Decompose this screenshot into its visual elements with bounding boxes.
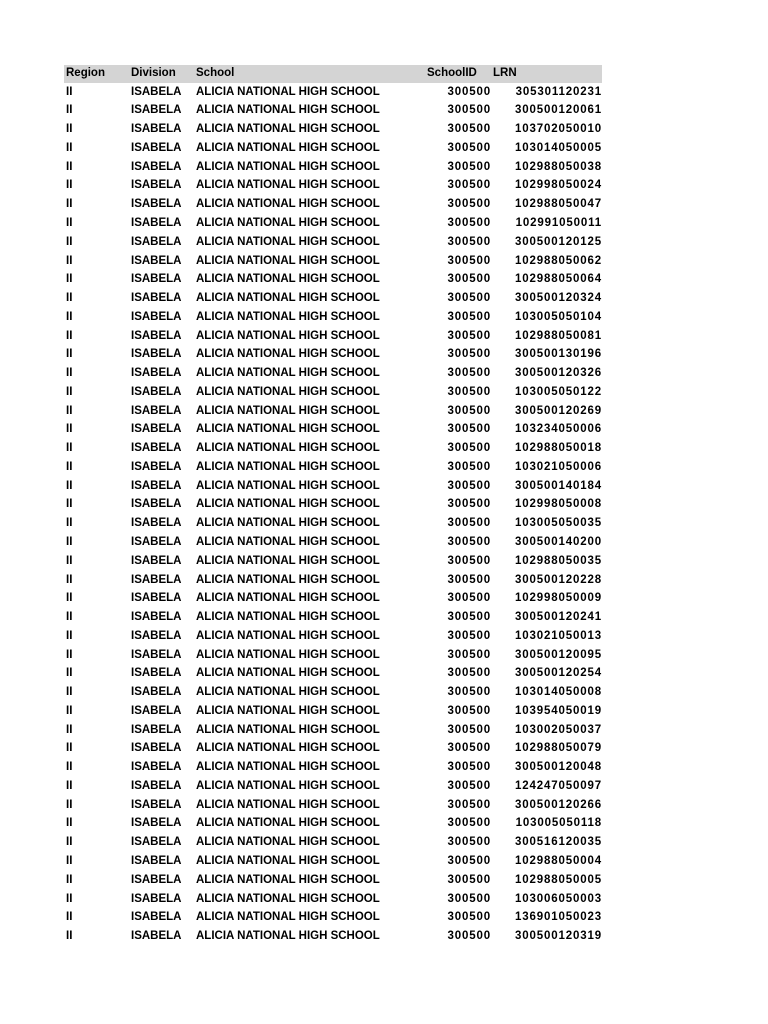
region-cell: II	[66, 498, 73, 511]
division-cell: ISABELA	[131, 179, 182, 192]
division-cell: ISABELA	[131, 686, 182, 699]
division-cell: ISABELA	[131, 611, 182, 624]
region-cell: II	[66, 536, 73, 548]
school-id-cell: 300500	[447, 592, 491, 605]
lrn-cell: 102998050008	[515, 498, 602, 511]
lrn-cell: 300500120254	[515, 667, 602, 680]
lrn-cell: 300500120048	[515, 761, 602, 774]
school-id-cell: 300500	[447, 704, 491, 717]
lrn-cell: 102988050079	[515, 742, 602, 755]
region-cell: II	[66, 911, 73, 924]
school-id-cell: 300500	[447, 273, 491, 286]
table-row	[64, 139, 602, 158]
school-cell: ALICIA NATIONAL HIGH SCHOOL	[196, 460, 380, 473]
school-cell: ALICIA NATIONAL HIGH SCHOOL	[196, 611, 380, 624]
region-cell: II	[66, 104, 73, 117]
table-row	[64, 196, 602, 215]
region-cell: II	[66, 930, 73, 943]
table-row	[64, 665, 602, 684]
table-row	[64, 777, 602, 796]
school-id-cell: 300500	[447, 667, 491, 680]
region-cell: II	[66, 179, 73, 192]
division-cell: ISABELA	[131, 479, 182, 492]
lrn-cell: 102998050024	[515, 179, 602, 192]
division-cell: ISABELA	[131, 855, 182, 868]
table-row	[64, 759, 602, 778]
region-cell: II	[66, 592, 73, 605]
school-id-cell: 300500	[447, 798, 491, 811]
school-id-cell: 300500	[447, 329, 491, 342]
table-row	[64, 815, 602, 834]
school-cell: ALICIA NATIONAL HIGH SCHOOL	[196, 798, 380, 811]
table-row	[64, 496, 602, 515]
region-cell: II	[66, 704, 73, 717]
lrn-cell: 103005050118	[515, 817, 602, 830]
school-cell: ALICIA NATIONAL HIGH SCHOOL	[196, 779, 380, 792]
division-cell: ISABELA	[131, 160, 182, 173]
lrn-cell: 124247050097	[515, 779, 602, 792]
school-cell: ALICIA NATIONAL HIGH SCHOOL	[196, 141, 380, 154]
division-cell: ISABELA	[131, 761, 182, 774]
division-cell: ISABELA	[131, 892, 182, 905]
region-cell: II	[66, 254, 73, 267]
region-cell: II	[66, 404, 73, 417]
school-cell: ALICIA NATIONAL HIGH SCHOOL	[196, 723, 380, 736]
lrn-cell: 300500120324	[515, 292, 602, 305]
region-cell: II	[66, 348, 73, 361]
lrn-cell: 300500120228	[515, 573, 602, 586]
table-row	[64, 871, 602, 890]
table-row	[64, 684, 602, 703]
school-id-cell: 300500	[447, 442, 491, 455]
table-row	[64, 627, 602, 646]
table-row	[64, 121, 602, 140]
school-id-cell: 300500	[447, 536, 491, 548]
lrn-cell: 103954050019	[515, 704, 602, 717]
school-cell: ALICIA NATIONAL HIGH SCHOOL	[196, 385, 380, 398]
lrn-cell: 300500120266	[515, 798, 602, 811]
lrn-cell: 103005050035	[515, 517, 602, 530]
column-header-division: Division	[131, 67, 176, 80]
table-row	[64, 214, 602, 233]
school-cell: ALICIA NATIONAL HIGH SCHOOL	[196, 367, 380, 380]
region-cell: II	[66, 442, 73, 455]
table-row	[64, 102, 602, 121]
region-cell: II	[66, 160, 73, 173]
column-header-school-id: SchoolID	[427, 67, 477, 80]
lrn-cell: 300500140200	[515, 536, 602, 548]
lrn-cell: 300500130196	[515, 348, 602, 361]
region-cell: II	[66, 798, 73, 811]
division-cell: ISABELA	[131, 704, 182, 717]
region-cell: II	[66, 385, 73, 398]
division-cell: ISABELA	[131, 292, 182, 305]
region-cell: II	[66, 573, 73, 586]
school-cell: ALICIA NATIONAL HIGH SCHOOL	[196, 667, 380, 680]
table-row	[64, 289, 602, 308]
table-row	[64, 571, 602, 590]
school-id-cell: 300500	[447, 367, 491, 380]
division-cell: ISABELA	[131, 930, 182, 943]
school-id-cell: 300500	[447, 873, 491, 886]
school-cell: ALICIA NATIONAL HIGH SCHOOL	[196, 873, 380, 886]
school-id-cell: 300500	[447, 460, 491, 473]
table-row	[64, 252, 602, 271]
division-cell: ISABELA	[131, 329, 182, 342]
division-cell: ISABELA	[131, 573, 182, 586]
school-id-cell: 300500	[447, 104, 491, 117]
school-id-cell: 300500	[447, 817, 491, 830]
school-cell: ALICIA NATIONAL HIGH SCHOOL	[196, 573, 380, 586]
lrn-cell: 103014050005	[515, 141, 602, 154]
division-cell: ISABELA	[131, 798, 182, 811]
region-cell: II	[66, 761, 73, 774]
school-cell: ALICIA NATIONAL HIGH SCHOOL	[196, 404, 380, 417]
table-row	[64, 590, 602, 609]
table-row	[64, 383, 602, 402]
division-cell: ISABELA	[131, 629, 182, 642]
school-cell: ALICIA NATIONAL HIGH SCHOOL	[196, 855, 380, 868]
division-cell: ISABELA	[131, 667, 182, 680]
school-cell: ALICIA NATIONAL HIGH SCHOOL	[196, 442, 380, 455]
school-id-cell: 300500	[447, 385, 491, 398]
lrn-cell: 300500120326	[515, 367, 602, 380]
lrn-cell: 102988050047	[515, 198, 602, 211]
division-cell: ISABELA	[131, 423, 182, 436]
lrn-cell: 300500120095	[515, 648, 602, 661]
table-row	[64, 83, 602, 102]
table-row	[64, 271, 602, 290]
table-row	[64, 533, 602, 552]
region-cell: II	[66, 423, 73, 436]
school-cell: ALICIA NATIONAL HIGH SCHOOL	[196, 686, 380, 699]
table-body	[64, 83, 602, 946]
school-id-cell: 300500	[447, 216, 491, 229]
school-cell: ALICIA NATIONAL HIGH SCHOOL	[196, 216, 380, 229]
school-cell: ALICIA NATIONAL HIGH SCHOOL	[196, 592, 380, 605]
lrn-cell: 102988050018	[515, 442, 602, 455]
school-id-cell: 300500	[447, 292, 491, 305]
school-id-cell: 300500	[447, 479, 491, 492]
lrn-cell: 103014050008	[515, 686, 602, 699]
division-cell: ISABELA	[131, 554, 182, 567]
lrn-cell: 103006050003	[515, 892, 602, 905]
school-cell: ALICIA NATIONAL HIGH SCHOOL	[196, 817, 380, 830]
table-row	[64, 702, 602, 721]
school-cell: ALICIA NATIONAL HIGH SCHOOL	[196, 235, 380, 248]
division-cell: ISABELA	[131, 592, 182, 605]
lrn-cell: 102988050038	[515, 160, 602, 173]
division-cell: ISABELA	[131, 836, 182, 849]
division-cell: ISABELA	[131, 404, 182, 417]
lrn-cell: 102988050005	[515, 873, 602, 886]
school-id-cell: 300500	[447, 686, 491, 699]
table-row	[64, 402, 602, 421]
division-cell: ISABELA	[131, 254, 182, 267]
table-row	[64, 721, 602, 740]
column-header-lrn: LRN	[493, 67, 517, 80]
table-row	[64, 608, 602, 627]
school-cell: ALICIA NATIONAL HIGH SCHOOL	[196, 348, 380, 361]
school-cell: ALICIA NATIONAL HIGH SCHOOL	[196, 254, 380, 267]
division-cell: ISABELA	[131, 817, 182, 830]
table-row	[64, 796, 602, 815]
school-id-cell: 300500	[447, 404, 491, 417]
school-cell: ALICIA NATIONAL HIGH SCHOOL	[196, 536, 380, 548]
lrn-cell: 300500120319	[515, 930, 602, 943]
school-cell: ALICIA NATIONAL HIGH SCHOOL	[196, 479, 380, 492]
column-header-region: Region	[66, 67, 105, 80]
lrn-cell: 136901050023	[515, 911, 602, 924]
region-cell: II	[66, 273, 73, 286]
division-cell: ISABELA	[131, 367, 182, 380]
region-cell: II	[66, 742, 73, 755]
school-cell: ALICIA NATIONAL HIGH SCHOOL	[196, 179, 380, 192]
region-cell: II	[66, 554, 73, 567]
division-cell: ISABELA	[131, 648, 182, 661]
school-id-cell: 300500	[447, 779, 491, 792]
division-cell: ISABELA	[131, 723, 182, 736]
school-cell: ALICIA NATIONAL HIGH SCHOOL	[196, 123, 380, 136]
lrn-cell: 300500120269	[515, 404, 602, 417]
school-cell: ALICIA NATIONAL HIGH SCHOOL	[196, 761, 380, 774]
region-cell: II	[66, 667, 73, 680]
region-cell: II	[66, 779, 73, 792]
school-id-cell: 300500	[447, 348, 491, 361]
region-cell: II	[66, 686, 73, 699]
division-cell: ISABELA	[131, 235, 182, 248]
school-id-cell: 300500	[447, 179, 491, 192]
table-row	[64, 740, 602, 759]
school-id-cell: 300500	[447, 235, 491, 248]
school-id-cell: 300500	[447, 892, 491, 905]
school-cell: ALICIA NATIONAL HIGH SCHOOL	[196, 629, 380, 642]
lrn-cell: 102988050004	[515, 855, 602, 868]
lrn-cell: 300500120061	[515, 104, 602, 117]
lrn-cell: 300500140184	[515, 479, 602, 492]
school-id-cell: 300500	[447, 198, 491, 211]
lrn-cell: 103234050006	[515, 423, 602, 436]
table-header-row	[64, 65, 602, 83]
lrn-cell: 102991050011	[515, 216, 602, 229]
division-cell: ISABELA	[131, 310, 182, 323]
table-row	[64, 890, 602, 909]
division-cell: ISABELA	[131, 911, 182, 924]
division-cell: ISABELA	[131, 742, 182, 755]
region-cell: II	[66, 198, 73, 211]
school-cell: ALICIA NATIONAL HIGH SCHOOL	[196, 836, 380, 849]
division-cell: ISABELA	[131, 536, 182, 548]
lrn-cell: 300516120035	[515, 836, 602, 849]
division-cell: ISABELA	[131, 873, 182, 886]
region-cell: II	[66, 367, 73, 380]
table-row	[64, 327, 602, 346]
school-id-cell: 300500	[447, 554, 491, 567]
table-row	[64, 515, 602, 534]
column-header-school: School	[196, 67, 235, 80]
table-row	[64, 852, 602, 871]
school-id-cell: 300500	[447, 517, 491, 530]
division-cell: ISABELA	[131, 517, 182, 530]
division-cell: ISABELA	[131, 141, 182, 154]
school-id-cell: 300500	[447, 254, 491, 267]
school-id-cell: 300500	[447, 742, 491, 755]
region-cell: II	[66, 855, 73, 868]
school-cell: ALICIA NATIONAL HIGH SCHOOL	[196, 198, 380, 211]
lrn-cell: 102998050009	[515, 592, 602, 605]
region-cell: II	[66, 648, 73, 661]
table-row	[64, 233, 602, 252]
school-id-cell: 300500	[447, 573, 491, 586]
school-cell: ALICIA NATIONAL HIGH SCHOOL	[196, 310, 380, 323]
school-id-cell: 300500	[447, 141, 491, 154]
lrn-cell: 103021050006	[515, 460, 602, 473]
lrn-cell: 300500120125	[515, 235, 602, 248]
table-row	[64, 364, 602, 383]
table-row	[64, 909, 602, 928]
school-cell: ALICIA NATIONAL HIGH SCHOOL	[196, 930, 380, 943]
school-id-cell: 300500	[447, 930, 491, 943]
division-cell: ISABELA	[131, 198, 182, 211]
school-cell: ALICIA NATIONAL HIGH SCHOOL	[196, 85, 380, 98]
student-table	[64, 65, 602, 946]
school-cell: ALICIA NATIONAL HIGH SCHOOL	[196, 554, 380, 567]
table-row	[64, 308, 602, 327]
region-cell: II	[66, 85, 73, 98]
school-id-cell: 300500	[447, 85, 491, 98]
region-cell: II	[66, 460, 73, 473]
lrn-cell: 103021050013	[515, 629, 602, 642]
region-cell: II	[66, 723, 73, 736]
table-row	[64, 458, 602, 477]
school-id-cell: 300500	[447, 160, 491, 173]
region-cell: II	[66, 479, 73, 492]
lrn-cell: 102988050064	[515, 273, 602, 286]
division-cell: ISABELA	[131, 85, 182, 98]
table-row	[64, 346, 602, 365]
division-cell: ISABELA	[131, 498, 182, 511]
school-id-cell: 300500	[447, 611, 491, 624]
lrn-cell: 102988050062	[515, 254, 602, 267]
region-cell: II	[66, 873, 73, 886]
lrn-cell: 103002050037	[515, 723, 602, 736]
school-cell: ALICIA NATIONAL HIGH SCHOOL	[196, 292, 380, 305]
lrn-cell: 103702050010	[515, 123, 602, 136]
lrn-cell: 102988050081	[515, 329, 602, 342]
table-row	[64, 552, 602, 571]
table-row	[64, 834, 602, 853]
division-cell: ISABELA	[131, 216, 182, 229]
school-id-cell: 300500	[447, 498, 491, 511]
region-cell: II	[66, 611, 73, 624]
lrn-cell: 305301120231	[515, 85, 602, 98]
school-cell: ALICIA NATIONAL HIGH SCHOOL	[196, 329, 380, 342]
region-cell: II	[66, 329, 73, 342]
division-cell: ISABELA	[131, 385, 182, 398]
region-cell: II	[66, 817, 73, 830]
division-cell: ISABELA	[131, 348, 182, 361]
table-row	[64, 158, 602, 177]
school-cell: ALICIA NATIONAL HIGH SCHOOL	[196, 104, 380, 117]
school-cell: ALICIA NATIONAL HIGH SCHOOL	[196, 517, 380, 530]
division-cell: ISABELA	[131, 779, 182, 792]
school-cell: ALICIA NATIONAL HIGH SCHOOL	[196, 498, 380, 511]
school-cell: ALICIA NATIONAL HIGH SCHOOL	[196, 911, 380, 924]
division-cell: ISABELA	[131, 123, 182, 136]
region-cell: II	[66, 216, 73, 229]
school-id-cell: 300500	[447, 761, 491, 774]
region-cell: II	[66, 235, 73, 248]
table-row	[64, 927, 602, 946]
lrn-cell: 300500120241	[515, 611, 602, 624]
school-id-cell: 300500	[447, 123, 491, 136]
school-cell: ALICIA NATIONAL HIGH SCHOOL	[196, 742, 380, 755]
school-cell: ALICIA NATIONAL HIGH SCHOOL	[196, 648, 380, 661]
lrn-cell: 103005050122	[515, 385, 602, 398]
lrn-cell: 103005050104	[515, 310, 602, 323]
table-row	[64, 477, 602, 496]
school-cell: ALICIA NATIONAL HIGH SCHOOL	[196, 423, 380, 436]
division-cell: ISABELA	[131, 460, 182, 473]
school-cell: ALICIA NATIONAL HIGH SCHOOL	[196, 273, 380, 286]
region-cell: II	[66, 517, 73, 530]
region-cell: II	[66, 123, 73, 136]
school-id-cell: 300500	[447, 855, 491, 868]
table-row	[64, 440, 602, 459]
table-row	[64, 646, 602, 665]
school-id-cell: 300500	[447, 911, 491, 924]
school-id-cell: 300500	[447, 723, 491, 736]
region-cell: II	[66, 892, 73, 905]
school-cell: ALICIA NATIONAL HIGH SCHOOL	[196, 160, 380, 173]
school-id-cell: 300500	[447, 648, 491, 661]
school-id-cell: 300500	[447, 836, 491, 849]
region-cell: II	[66, 836, 73, 849]
division-cell: ISABELA	[131, 104, 182, 117]
school-cell: ALICIA NATIONAL HIGH SCHOOL	[196, 892, 380, 905]
school-id-cell: 300500	[447, 629, 491, 642]
region-cell: II	[66, 629, 73, 642]
division-cell: ISABELA	[131, 442, 182, 455]
region-cell: II	[66, 310, 73, 323]
table-row	[64, 177, 602, 196]
school-id-cell: 300500	[447, 310, 491, 323]
region-cell: II	[66, 292, 73, 305]
table-row	[64, 421, 602, 440]
school-cell: ALICIA NATIONAL HIGH SCHOOL	[196, 704, 380, 717]
region-cell: II	[66, 141, 73, 154]
lrn-cell: 102988050035	[515, 554, 602, 567]
school-id-cell: 300500	[447, 423, 491, 436]
division-cell: ISABELA	[131, 273, 182, 286]
